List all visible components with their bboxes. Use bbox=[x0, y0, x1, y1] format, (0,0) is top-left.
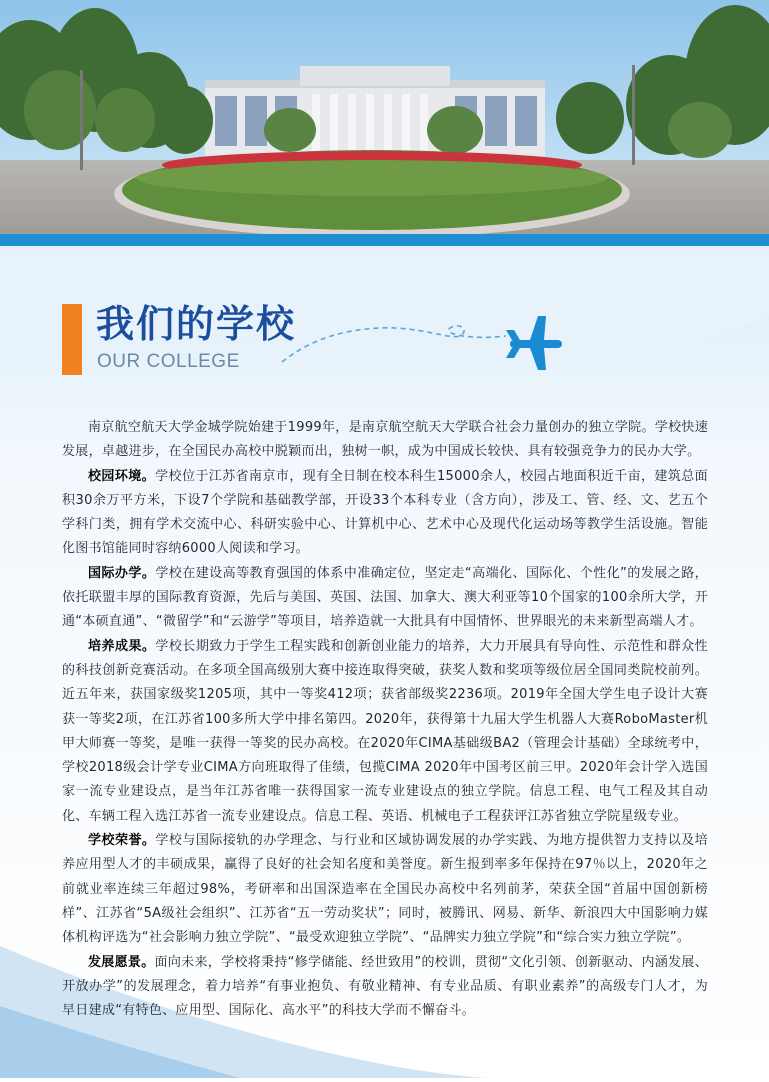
blue-band bbox=[0, 234, 769, 246]
paragraph-international: 国际办学。学校在建设高等教育强国的体系中准确定位，坚定走“高端化、国际化、个性化”的发展之路，依托联盟丰厚的国际教育资源，先后与美国、英国、法国、加拿大、澳大利亚等10个国家的100余所大学，开通“本硕直通”、“微留学”和“云游学”等项目，培养造就一大批具有中国情怀、世界眼光的未来新型高端人才。 bbox=[62, 565, 708, 630]
paragraph-lead: 培养成果。 bbox=[88, 638, 156, 654]
paragraph-campus: 校园环境。学校位于江苏省南京市，现有全日制在校本科生15000余人，校园占地面积近千亩，建筑总面积30余万平方米，下设7个学院和基础教学部，开设33个本科专业（含方向），涉及工、管、经、文、艺五个学科门类，拥有学术交流中心、科研实验中心、计算机中心、艺术中心及现代化运动场等教学生活设施。智能化图书馆能同时容纳6000人阅读和学习。 bbox=[62, 468, 708, 557]
paragraph-lead: 校园环境。 bbox=[88, 468, 156, 484]
page-title: 我们的学校 bbox=[96, 301, 297, 346]
paragraph-achievements: 培养成果。学校长期致力于学生工程实践和创新创业能力的培养，大力开展具有导向性、示范性和群众性的科技创新竞赛活动。在多项全国高级别大赛中接连取得突破，获奖人数和奖项等级位居全国同类院校前列。近五年来，获国家级奖1205项，其中一等奖412项；获省部级奖2236项。2019年全国大学生电子设计大赛获一等奖2项，在江苏省100多所大学中排名第四。2020年，获得第十九届大学生机器人大赛RoboMaster机甲大师赛一等奖，是唯一获得一等奖的民办高校。在2020年CIMA基础级BA2（管理会计基础）全球统考中，学校2018级会计学专业CIMA方向班取得了佳绩，包揽CIMA 2020年中国考区前三甲。2020年会计学入选国家一流专业建设点，是当年江苏省唯一获得国家一流专业建设点的独立学院。信息工程、电气工程及其自动化、车辆工程入选江苏省一流专业建设点。信息工程、英语、机械电子工程获评江苏省独立学院星级专业。 bbox=[62, 638, 708, 824]
paragraph-vision: 发展愿景。面向未来，学校将秉持“修学储能、经世致用”的校训，贯彻“文化引领、创新驱动、内涵发展、开放办学”的发展理念，着力培养“有事业抱负、有敬业精神、有专业品质、有职业素养”的高级专门人才，为早日建成“有特色、应用型、国际化、高水平”的科技大学而不懈奋斗。 bbox=[62, 954, 708, 1019]
airplane-decoration bbox=[270, 300, 570, 390]
paragraph-lead: 发展愿景。 bbox=[88, 954, 155, 970]
campus-photo bbox=[0, 0, 769, 236]
paragraph-honors: 学校荣誉。学校与国际接轨的办学理念、与行业和区域协调发展的办学实践、为地方提供智力支持以及培养应用型人才的丰硕成果，赢得了良好的社会知名度和美誉度。新生报到率多年保持在97％以上，2020年之前就业率连续三年超过98%，考研率和出国深造率在全国民办高校中名列前茅，荣获全国“首届中国创新榜样”、江苏省“5A级社会组织”、江苏省“五一劳动奖状”；同时，被腾讯、网易、新华、新浪四大中国影响力媒体机构评选为“社会影响力独立学院”、“最受欢迎独立学院”、“品牌实力独立学院”和“综合实力独立学院”。 bbox=[62, 833, 708, 946]
dashed-flight-path bbox=[282, 326, 506, 362]
accent-bar bbox=[62, 304, 82, 375]
airplane-icon bbox=[506, 316, 562, 370]
article-body bbox=[62, 416, 708, 1023]
paragraph-lead: 国际办学。 bbox=[88, 565, 156, 581]
page-subtitle: OUR COLLEGE bbox=[97, 351, 240, 372]
paragraph-intro: 南京航空航天大学金城学院始建于1999年，是南京航空航天大学联合社会力量创办的独立学院。学校快速发展，卓越进步，在全国民办高校中脱颖而出，独树一帜，成为中国成长较快、具有较强竞争力的民办大学。 bbox=[62, 420, 708, 460]
paragraph-lead: 学校荣誉。 bbox=[88, 833, 156, 849]
